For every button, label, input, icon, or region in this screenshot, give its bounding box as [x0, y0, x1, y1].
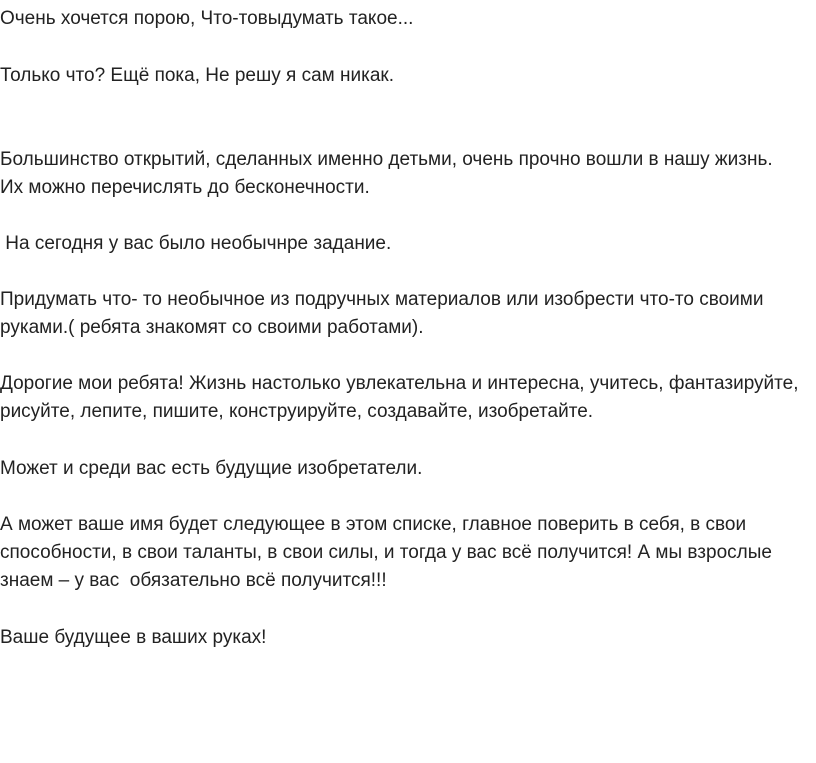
paragraph-future-inventors: Может и среди вас есть будущие изобретатели.	[0, 458, 423, 479]
paragraph-closing: Ваше будущее в ваших руках!	[0, 627, 267, 648]
paragraph-discoveries: Большинство открытий, сделанных именно детьми, очень прочно вошли в нашу жизнь. Их можно перечислять до бесконечности.	[0, 149, 778, 198]
paragraph-poem-line-1: Очень хочется порою, Что-товыдумать такое...	[0, 8, 414, 29]
paragraph-believe-in-yourself: А может ваше имя будет следующее в этом списке, главное поверить в себя, в свои способности, в свои таланты, в свои силы, и тогда у вас всё получится! А мы взрослые знаем – у вас обязательно всё получится!!!	[0, 514, 778, 591]
paragraph-poem-line-2: Только что? Ещё пока, Не решу я сам никак.	[0, 65, 394, 86]
paragraph-task-intro: На сегодня у вас было необычнре задание.	[0, 233, 392, 254]
paragraph-encouragement: Дорогие мои ребята! Жизнь настолько увлекательна и интересна, учитесь, фантазируйте, рисуйте, лепите, пишите, конструируйте, создавайте, изобретайте.	[0, 373, 804, 422]
paragraph-task-description: Придумать что- то необычное из подручных материалов или изобрести что-то своими руками.( ребята знакомят со своими работами).	[0, 289, 769, 338]
